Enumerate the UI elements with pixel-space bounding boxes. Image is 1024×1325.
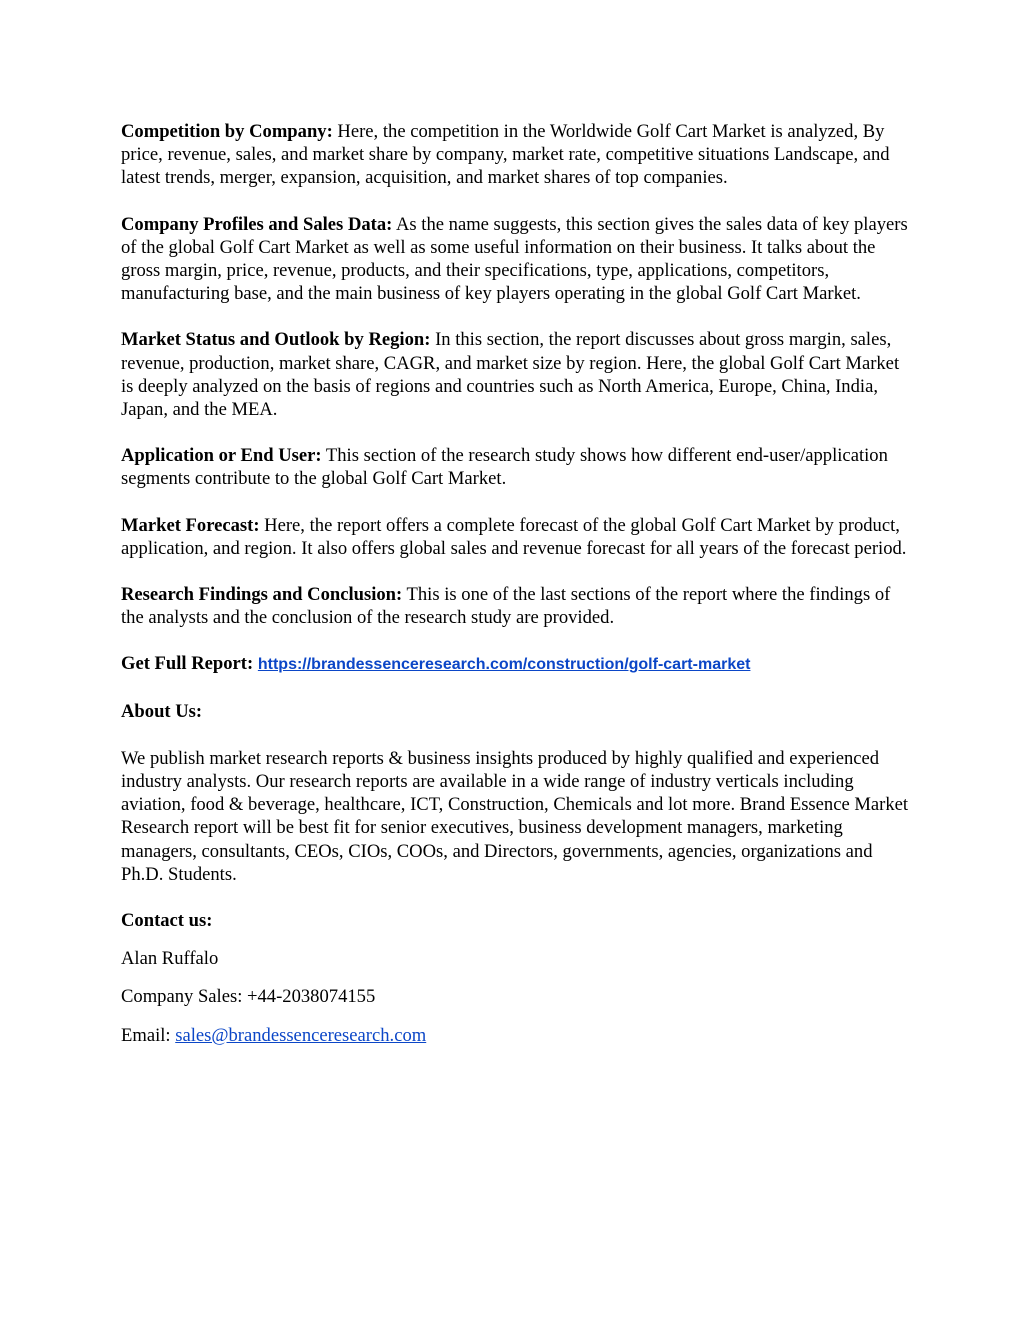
section-body: This section of the research study shows how different end-user/application segments contribute to the global Golf Cart Market. [121,445,888,490]
full-report-link[interactable]: https://brandessenceresearch.com/construction/golf-cart-market [257,656,751,674]
document-page [121,120,911,1062]
contact-email-label: Email: [121,1024,176,1046]
section-heading: Research Findings and Conclusion: [121,584,403,606]
section-competition [121,120,911,190]
full-report-line [121,652,911,676]
section-research-findings [121,583,911,629]
section-market-status [121,328,911,421]
section-body: As the name suggests, this section gives the sales data of key players of the global Golf Cart Market as well as some useful information on their business. It talks about the gross margin, price, revenue, products, and their specifications, type, applications, competitors, manufacturing base, and the main business of key players operating in the global Golf Cart Market. [121,213,908,305]
section-body: Here, the competition in the Worldwide Golf Cart Market is analyzed, By price, revenue, sales, and market share by company, market rate, competitive situations Landscape, and latest trends, merger, expansion, acquisition, and market shares of top companies. [121,121,890,189]
full-report-label: Get Full Report: [121,653,254,675]
about-title: About Us: [121,700,203,722]
section-market-forecast [121,514,911,560]
section-body: This is one of the last sections of the report where the findings of the analysts and the conclusion of the research study are provided. [121,584,891,629]
contact-email-line [121,1024,911,1047]
section-body: Here, the report offers a complete forecast of the global Golf Cart Market by product, application, and region. It also offers global sales and revenue forecast for all years of the forecast period. [121,514,907,559]
section-heading: Market Forecast: [121,514,260,536]
section-heading: Application or End User: [121,445,322,467]
section-heading: Competition by Company: [121,121,333,142]
section-company-profiles [121,213,911,306]
section-application [121,444,911,490]
about-body: We publish market research reports & business insights produced by highly qualified and experienced industry analysts. Our research reports are available in a wide range of industry verticals including aviation, food & beverage, healthcare, ICT, Construction, Chemicals and lot more. Brand Essence Market Research report will be best fit for senior executives, business development managers, marketing managers, consultants, CEOs, CIOs, COOs, and Directors, governments, agencies, organizations and Ph.D. Students. [121,747,909,885]
contact-name: Alan Ruffalo [121,948,219,970]
section-heading: Market Status and Outlook by Region: [121,329,431,351]
contact-title: Contact us: [121,910,213,932]
section-heading: Company Profiles and Sales Data: [121,213,393,235]
contact-email-link[interactable]: sales@brandessenceresearch.com [175,1024,427,1046]
contact-sales: Company Sales: +44-2038074155 [121,986,376,1008]
section-body: In this section, the report discusses about gross margin, sales, revenue, production, market share, CAGR, and market size by region. Here, the global Golf Cart Market is deeply analyzed on the basis of regions and countries such as North America, Europe, China, India, Japan, and the MEA. [121,329,900,421]
